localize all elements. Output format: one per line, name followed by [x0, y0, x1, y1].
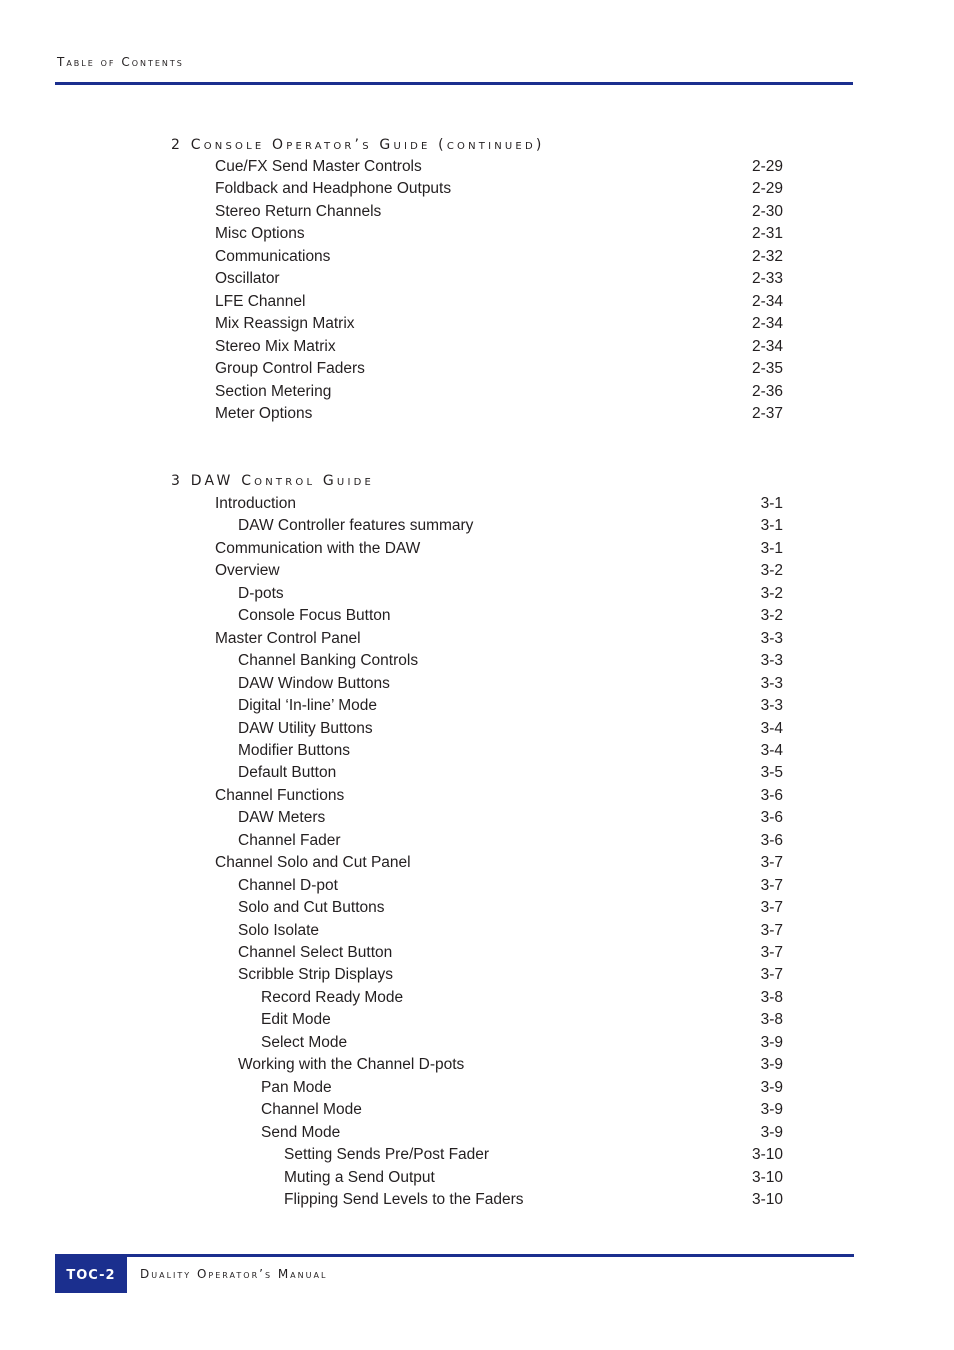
toc-page-number: 3-6	[760, 809, 783, 827]
toc-page-number: 3-6	[760, 786, 783, 804]
toc-entry[interactable]: Channel Functions	[215, 786, 345, 804]
toc-page-number: 2-29	[751, 180, 783, 198]
toc-entry[interactable]: Channel Mode	[261, 1101, 362, 1119]
toc-page-number: 2-32	[751, 247, 783, 265]
toc-page-number: 3-7	[760, 854, 783, 872]
toc-page-number: 3-9	[760, 1033, 783, 1051]
toc-entry[interactable]: Send Mode	[261, 1123, 341, 1141]
toc-page-number: 3-2	[760, 562, 783, 580]
toc-entry[interactable]: Cue/FX Send Master Controls	[215, 158, 422, 175]
toc-entry[interactable]: Record Ready Mode	[261, 988, 404, 1006]
toc-entry[interactable]: Introduction	[215, 495, 296, 512]
toc-entry[interactable]: Channel Solo and Cut Panel	[215, 854, 411, 872]
toc-page-number: 3-1	[760, 517, 783, 535]
toc-entry[interactable]: Overview	[215, 562, 280, 580]
toc-entry[interactable]: Channel Banking Controls	[238, 652, 419, 670]
toc-page-number: 3-3	[760, 652, 783, 670]
toc-entry[interactable]: Console Focus Button	[238, 607, 391, 625]
toc-page-number: 3-8	[760, 1011, 783, 1029]
toc-entry[interactable]: Select Mode	[261, 1033, 348, 1051]
toc-page-number: 2-30	[751, 202, 783, 220]
toc-page-number: 2-34	[751, 337, 783, 355]
toc-page-number: 3-2	[760, 584, 783, 602]
toc-entry[interactable]: DAW Meters	[238, 809, 326, 827]
footer-page-badge: TOC-2	[55, 1257, 127, 1293]
toc-page-number: 2-37	[751, 404, 783, 422]
toc-page-number: 3-3	[760, 629, 783, 647]
toc-entry[interactable]: D-pots	[238, 584, 284, 602]
toc-entry[interactable]: Meter Options	[215, 404, 313, 422]
toc-entry[interactable]: Stereo Mix Matrix	[215, 337, 336, 355]
toc-page-number: 2-33	[751, 270, 783, 288]
toc-page-number: 3-4	[760, 741, 783, 759]
toc-entry[interactable]: Default Button	[238, 764, 337, 782]
toc-entry[interactable]: Solo and Cut Buttons	[238, 899, 385, 917]
toc-page-number: 3-4	[760, 719, 783, 737]
toc-page-number: 3-10	[751, 1190, 783, 1208]
toc-entry[interactable]: DAW Utility Buttons	[238, 719, 373, 737]
toc-page-number: 3-8	[760, 988, 783, 1006]
toc-page-number: 2-31	[751, 225, 783, 243]
toc-page-number: 2-29	[751, 158, 783, 175]
running-header: Table of Contents	[57, 55, 184, 69]
toc-entry[interactable]: Working with the Channel D-pots	[238, 1056, 465, 1074]
section-title: 2 Console Operator’s Guide (continued)	[171, 137, 545, 153]
toc-entry[interactable]: Mix Reassign Matrix	[215, 315, 355, 333]
toc-page-number: 3-7	[760, 876, 783, 894]
toc-entry[interactable]: Channel D-pot	[238, 876, 338, 894]
toc-page-number: 3-1	[760, 495, 783, 512]
toc-entry[interactable]: Misc Options	[215, 225, 305, 243]
top-rule	[55, 82, 853, 85]
toc-page-number: 3-7	[760, 899, 783, 917]
toc-entry[interactable]: Channel Fader	[238, 831, 341, 849]
toc-page-number: 3-10	[751, 1168, 783, 1186]
toc-page-number: 3-9	[760, 1101, 783, 1119]
toc-entry[interactable]: Setting Sends Pre/Post Fader	[284, 1146, 490, 1164]
toc-entry[interactable]: Foldback and Headphone Outputs	[215, 180, 452, 198]
bottom-rule	[55, 1254, 854, 1257]
toc-page-number: 3-9	[760, 1123, 783, 1141]
toc-entry[interactable]: Modifier Buttons	[238, 741, 350, 759]
toc-entry[interactable]: Digital ‘In-line’ Mode	[238, 697, 377, 715]
toc-page-number: 2-34	[751, 292, 783, 310]
toc-page-number: 3-3	[760, 697, 783, 715]
toc-entry[interactable]: Flipping Send Levels to the Faders	[284, 1190, 524, 1208]
toc-page-number: 2-34	[751, 315, 783, 333]
toc-page-number: 3-6	[760, 831, 783, 849]
toc-entry[interactable]: Section Metering	[215, 382, 332, 400]
toc-entry[interactable]: Channel Select Button	[238, 944, 393, 961]
toc-page-number: 2-36	[751, 382, 783, 400]
toc-page-number: 3-9	[760, 1056, 783, 1074]
toc-page-number: 3-7	[760, 944, 783, 961]
toc-entry[interactable]: Stereo Return Channels	[215, 202, 382, 220]
section-title: 3 DAW Control Guide	[171, 473, 375, 489]
toc-page-number: 3-1	[760, 539, 783, 557]
toc-page-number: 3-9	[760, 1078, 783, 1096]
toc-page-number: 3-5	[760, 764, 783, 782]
toc-page-number: 3-7	[760, 921, 783, 939]
toc-entry[interactable]: Group Control Faders	[215, 360, 365, 378]
footer-manual-title: Duality Operator’s Manual	[140, 1267, 328, 1281]
toc-page-number: 3-3	[760, 674, 783, 692]
toc-entry[interactable]: Communication with the DAW	[215, 539, 421, 557]
toc-entry[interactable]: Scribble Strip Displays	[238, 966, 394, 984]
toc-page-number: 3-10	[751, 1146, 783, 1164]
toc-entry[interactable]: Edit Mode	[261, 1011, 331, 1029]
toc-entry[interactable]: DAW Controller features summary	[238, 517, 474, 535]
toc-entry[interactable]: Master Control Panel	[215, 629, 361, 647]
toc-entry[interactable]: Pan Mode	[261, 1078, 332, 1096]
toc-page-number: 3-7	[760, 966, 783, 984]
toc-entry[interactable]: Muting a Send Output	[284, 1168, 435, 1186]
toc-page-number: 2-35	[751, 360, 783, 378]
toc-entry[interactable]: Solo Isolate	[238, 921, 319, 939]
toc-entry[interactable]: LFE Channel	[215, 292, 306, 310]
toc-entry[interactable]: DAW Window Buttons	[238, 674, 390, 692]
toc-entry[interactable]: Communications	[215, 247, 331, 265]
toc-page-number: 3-2	[760, 607, 783, 625]
toc-entry[interactable]: Oscillator	[215, 270, 280, 288]
